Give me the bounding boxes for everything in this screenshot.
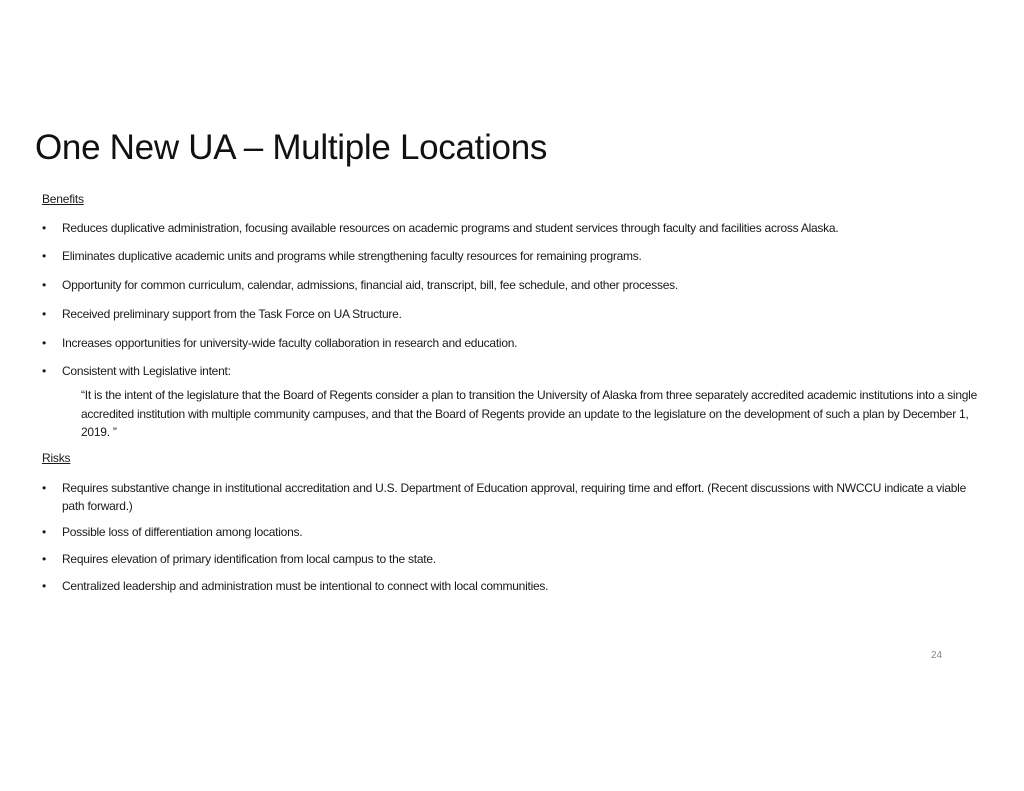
page-number: 24 [931,650,943,661]
bullet-icon: • [42,221,46,235]
benefit-item: • Consistent with Legislative intent: [42,364,231,378]
bullet-icon: • [42,278,46,292]
benefits-heading: Benefits [42,192,84,206]
bullet-icon: • [42,552,46,566]
bullet-icon: • [42,364,46,378]
risk-item: • Requires elevation of primary identification from local campus to the state. [42,552,436,566]
risk-item: • Centralized leadership and administration must be intentional to connect with local communities. [42,579,549,593]
benefit-item: • Reduces duplicative administration, focusing available resources on academic programs and student services through faculty and facilities across Alaska. [42,221,839,235]
legislative-quote: “It is the intent of the legislature that the Board of Regents consider a plan to transition the University of Alaska from three separately accredited academic institutions into a single accredited institution with multiple community campuses, and that the Board of Regents provide an update to the legislature on the development of such a plan by December 1, 2019. ” [81,388,978,439]
slide-title: One New UA – Multiple Locations [35,128,548,167]
bullet-icon: • [42,579,46,593]
bullet-icon: • [42,336,46,350]
risk-item: • Possible loss of differentiation among locations. [42,525,303,539]
risk-item: • Requires substantive change in institutional accreditation and U.S. Department of Education approval, requiring time and effort. (Recent discussions with NWCCU indicate a viable path forward.) [42,481,967,513]
bullet-icon: • [42,525,46,539]
benefit-item: • Increases opportunities for university-wide faculty collaboration in research and education. [42,336,518,350]
benefit-item: • Eliminates duplicative academic units and programs while strengthening faculty resources for remaining programs. [42,249,642,263]
benefit-item: • Opportunity for common curriculum, calendar, admissions, financial aid, transcript, bill, fee schedule, and other processes. [42,278,678,292]
risks-heading: Risks [42,451,71,465]
benefit-item: • Received preliminary support from the Task Force on UA Structure. [42,307,402,321]
bullet-icon: • [42,481,46,495]
bullet-icon: • [42,307,46,321]
bullet-icon: • [42,249,46,263]
